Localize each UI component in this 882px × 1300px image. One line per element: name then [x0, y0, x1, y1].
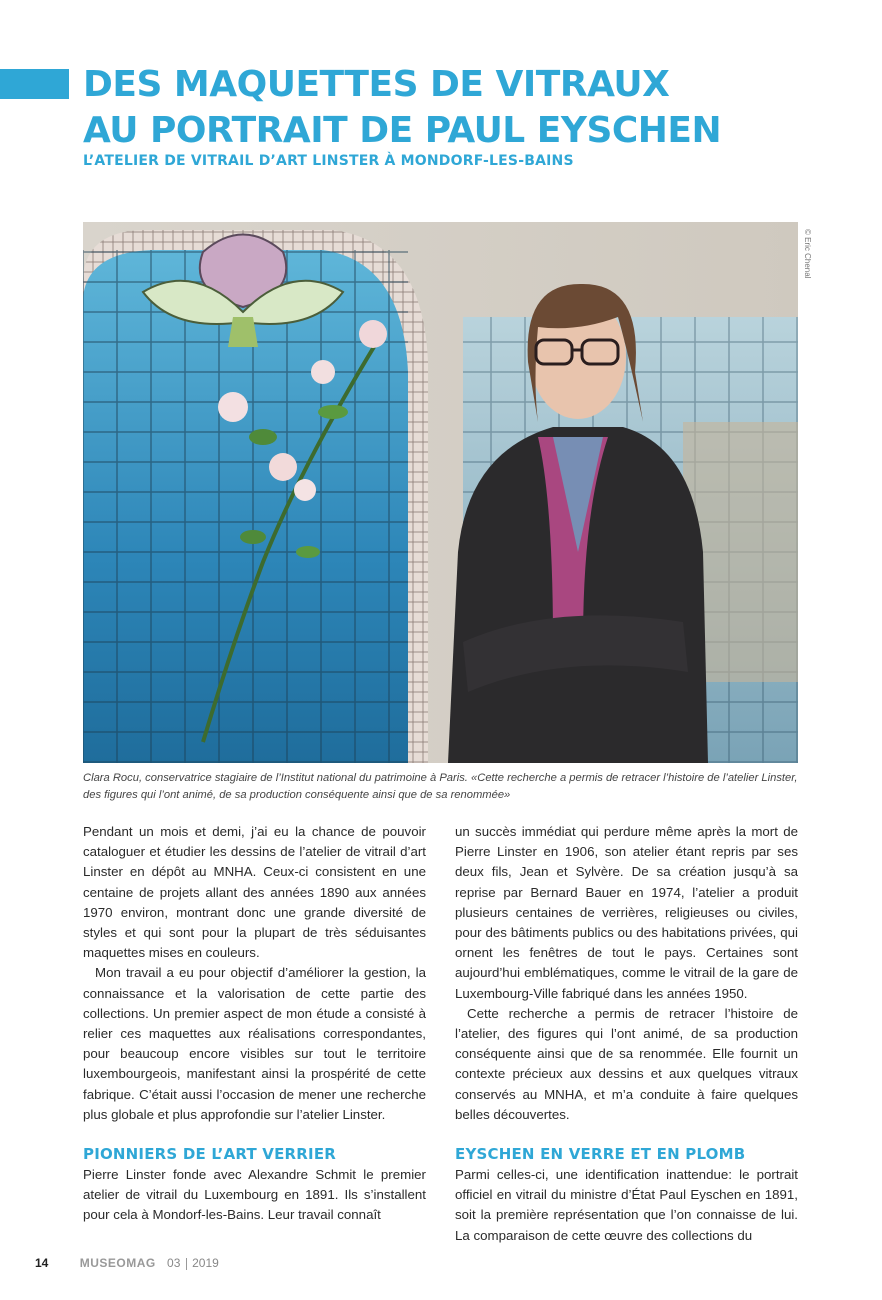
article-column-left	[83, 822, 426, 1226]
issue-number: 03	[167, 1256, 181, 1270]
stained-glass-portrait-image	[83, 222, 798, 763]
article-subtitle: L’ATELIER DE VITRAIL D’ART LINSTER À MONDORF-LES-BAINS	[83, 153, 574, 169]
header-accent-bar	[0, 69, 69, 99]
paragraph: Pendant un mois et demi, j’ai eu la chance de pouvoir cataloguer et étudier les dessins de l’atelier de vitrail d’art Linster en dépôt au MNHA. Ceux-ci consistent en une centaine de projets allant des années 1890 aux années 1970 environ, montrant donc une grande diversité de styles et qui sont pour la plupart de très séduisantes maquettes mises en couleurs.	[83, 824, 426, 961]
title-line-1: DES MAQUETTES DE VITRAUX	[83, 64, 670, 105]
paragraph: Pierre Linster fonde avec Alexandre Schmit le premier atelier de vitrail du Luxembourg en 1891. Ils s’installent pour cela à Mondorf-les-Bains. Leur travail connaît	[83, 1167, 426, 1223]
paragraph: Mon travail a eu pour objectif d’améliorer la gestion, la connaissance et la valorisation de cette partie des collections. Un premier aspect de mon étude a consisté à relier ces maquettes aux réalisations correspondantes, pour beaucoup encore visibles sur tout le territoire luxembourgeois, manifestant ainsi la prospérité de cette fabrique. C’était aussi l’occasion de mener une recherche plus globale et plus approfondie sur l’atelier Linster.	[83, 965, 426, 1122]
paragraph: un succès immédiat qui perdure même après la mort de Pierre Linster en 1906, son atelier étant repris par ses deux fils, Jean et Sylvère. De sa création jusqu’à sa reprise par Bernard Bauer en 1974, l’atelier a produit plusieurs centaines de verrières, religieuses ou civiles, pour des bâtiments publics ou des habitations privées, qui ornent les fenêtres de tout le pays. Certaines sont aujourd’hui emblématiques, comme le vitrail de la gare de Luxembourg-Ville fabriqué dans les années 1950.	[455, 824, 798, 1001]
page-footer	[35, 1256, 219, 1270]
title-line-2: AU PORTRAIT DE PAUL EYSCHEN	[83, 110, 722, 151]
photo-caption: Clara Rocu, conservatrice stagiaire de l’Institut national du patrimoine à Paris. «Cette recherche a permis de retracer l’histoire de l’atelier Linster, des figures qui l’ont animé, de sa production conséquente ainsi que de sa renommée»	[83, 772, 798, 801]
paragraph: Parmi celles-ci, une identification inattendue: le portrait officiel en vitrail du ministre d’État Paul Eyschen en 1891, soit la première représentation que l’on connaisse de lui. La comparaison de cette œuvre des collections du	[455, 1167, 798, 1243]
magazine-name: MUSEOMAG	[79, 1256, 156, 1270]
page-number: 14	[35, 1256, 49, 1270]
photo-credit-text: © Eric Chenal	[803, 229, 812, 279]
section-heading-eyschen: EYSCHEN EN VERRE ET EN PLOMB	[455, 1145, 746, 1164]
article-column-right	[455, 822, 798, 1246]
section-heading-pioneers: PIONNIERS DE L’ART VERRIER	[83, 1145, 337, 1164]
photo-credit	[801, 229, 815, 299]
issue-separator	[186, 1258, 187, 1270]
issue-year: 2019	[192, 1256, 219, 1270]
article-title	[83, 62, 721, 154]
paragraph: Cette recherche a permis de retracer l’histoire de l’atelier, des figures qui l’ont animé, de sa production conséquente ainsi que de sa renommée. Elle fournit un contexte précieux aux dessins et aux quelques vitraux conservés au MNHA, et m’a conduite à faire quelques belles découvertes.	[455, 1005, 798, 1122]
article-photo	[83, 222, 798, 763]
